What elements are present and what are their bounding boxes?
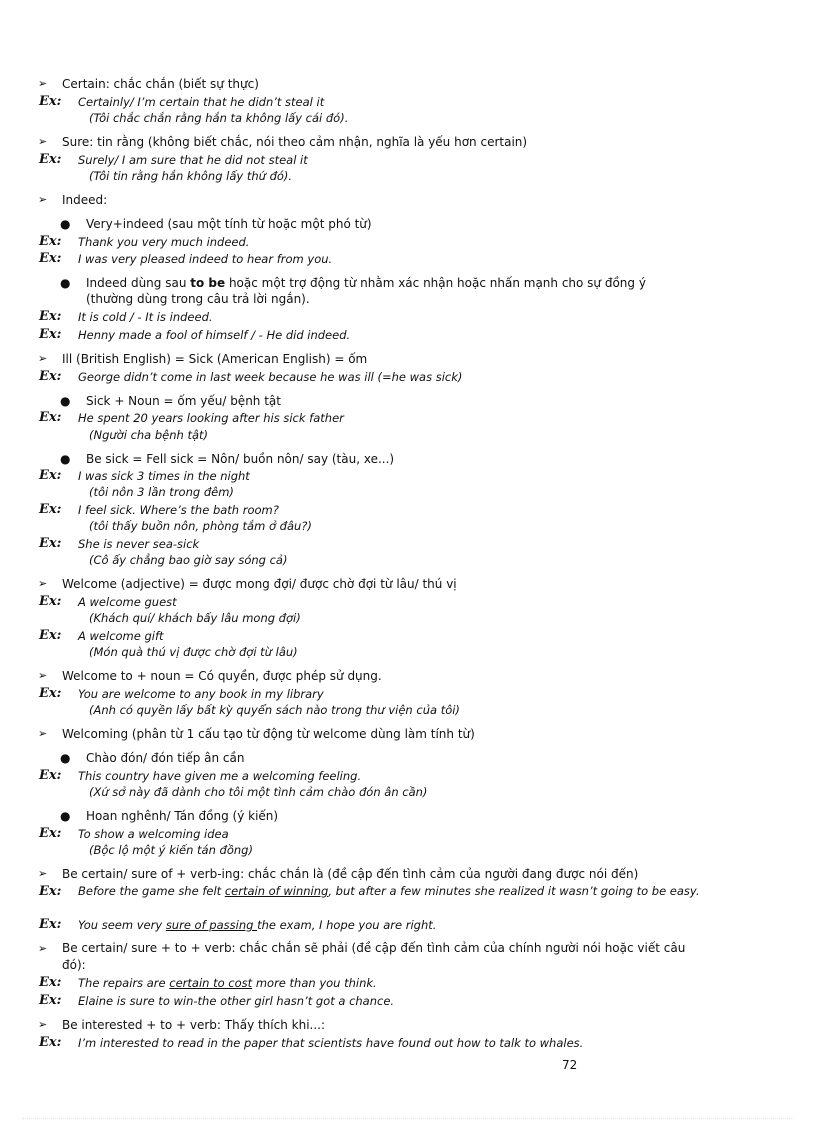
- example-text: A welcome guest: [78, 595, 177, 609]
- entry-heading: Indeed:: [62, 193, 108, 207]
- example-text: I’m interested to read in the paper that scientists have found out how to talk to whales.: [78, 1036, 584, 1050]
- arrow-bullet-icon: ➢: [38, 135, 48, 148]
- entry-heading: Ill (British English) = Sick (American English) = ốm: [62, 352, 368, 366]
- ex-label: Ex:: [39, 1035, 62, 1050]
- example-text: Elaine is sure to win-the other girl hasn’t got a chance.: [78, 994, 395, 1008]
- example-text-pre: You seem very: [78, 918, 166, 932]
- arrow-bullet-icon: ➢: [38, 669, 48, 682]
- ex-label: Ex:: [39, 94, 62, 109]
- arrow-bullet-icon: ➢: [38, 577, 48, 590]
- bullet-text: Sick + Noun = ốm yếu/ bệnh tật: [86, 394, 281, 408]
- translation-text: (tôi nôn 3 lần trong đêm): [89, 485, 234, 499]
- translation-text: (Tôi chắc chắn rằng hắn ta không lấy cái đó).: [89, 111, 349, 125]
- ex-label: Ex:: [39, 152, 62, 167]
- arrow-bullet-icon: ➢: [38, 193, 48, 206]
- underlined-phrase: certain to cost: [169, 976, 253, 990]
- example-text-pre: The repairs are: [78, 976, 170, 990]
- bullet-text: Be sick = Fell sick = Nôn/ buồn nôn/ say (tàu, xe...): [86, 452, 395, 466]
- example-text: I feel sick. Where’s the bath room?: [78, 503, 279, 517]
- underlined-phrase: certain of winning: [224, 884, 329, 898]
- example-text: To show a welcoming idea: [78, 827, 229, 841]
- ex-label: Ex:: [39, 686, 62, 701]
- bullet-dot-icon: ●: [60, 394, 71, 408]
- entry-heading: Welcoming (phân từ 1 cấu tạo từ động từ welcome dùng làm tính từ): [62, 727, 475, 741]
- bullet-dot-icon: ●: [60, 452, 71, 466]
- example-text-post: , but after a few minutes she realized it wasn’t going to be easy.: [328, 884, 700, 898]
- ex-label: Ex:: [39, 309, 62, 324]
- translation-text: (Bộc lộ một ý kiến tán đồng): [89, 843, 253, 857]
- entry-heading: Welcome (adjective) = được mong đợi/ được chờ đợi từ lâu/ thú vị: [62, 577, 457, 591]
- ex-label: Ex:: [39, 327, 62, 342]
- example-text-pre: Before the game she felt: [78, 884, 225, 898]
- example-text: I was sick 3 times in the night: [78, 469, 250, 483]
- bullet-text: Hoan nghênh/ Tán đồng (ý kiến): [86, 809, 279, 823]
- bullet-text-post: hoặc một trợ động từ nhằm xác nhận hoặc nhấn mạnh cho sự đồng ý: [225, 276, 646, 290]
- ex-label: Ex:: [39, 768, 62, 783]
- example-text-post: the exam, I hope you are right.: [257, 918, 437, 932]
- example-text: A welcome gift: [78, 629, 164, 643]
- example-text: George didn’t come in last week because he was ill (=he was sick): [78, 370, 463, 384]
- ex-label: Ex:: [39, 468, 62, 483]
- bullet-dot-icon: ●: [60, 276, 71, 290]
- translation-text: (tôi thấy buồn nôn, phòng tắm ở đâu?): [89, 519, 312, 533]
- entry-heading: Sure: tin rằng (không biết chắc, nói theo cảm nhận, nghĩa là yếu hơn certain): [62, 135, 528, 149]
- arrow-bullet-icon: ➢: [38, 942, 48, 955]
- ex-label: Ex:: [39, 251, 62, 266]
- bullet-text: (thường dùng trong câu trả lời ngắn).: [86, 292, 310, 306]
- translation-text: (Khách quí/ khách bấy lâu mong đợi): [89, 611, 301, 625]
- arrow-bullet-icon: ➢: [38, 77, 48, 90]
- ex-label: Ex:: [39, 628, 62, 643]
- example-text: Henny made a fool of himself / - He did indeed.: [78, 328, 351, 342]
- bullet-dot-icon: ●: [60, 809, 71, 823]
- example-text: It is cold / - It is indeed.: [78, 310, 213, 324]
- translation-text: (Người cha bệnh tật): [89, 428, 209, 442]
- example-text: Certainly/ I’m certain that he didn’t steal it: [78, 95, 325, 109]
- ex-label: Ex:: [39, 594, 62, 609]
- example-text: Surely/ I am sure that he did not steal it: [78, 153, 308, 167]
- arrow-bullet-icon: ➢: [38, 352, 48, 365]
- bullet-text-pre: Indeed dùng sau: [86, 276, 191, 290]
- translation-text: (Xứ sở này đã dành cho tôi một tình cảm chào đón ân cần): [89, 785, 428, 799]
- footer-divider: [22, 1118, 794, 1119]
- example-text-post: more than you think.: [252, 976, 377, 990]
- example-text: [78, 974, 377, 992]
- arrow-bullet-icon: ➢: [38, 867, 48, 880]
- bullet-text: Chào đón/ đón tiếp ân cần: [86, 751, 245, 765]
- translation-text: (Tôi tin rằng hắn không lấy thứ đó).: [89, 169, 293, 183]
- ex-label: Ex:: [39, 234, 62, 249]
- translation-text: (Cô ấy chẳng bao giờ say sóng cả): [89, 553, 288, 567]
- ex-label: Ex:: [39, 993, 62, 1008]
- example-text: She is never sea-sick: [78, 537, 200, 551]
- example-text: I was very pleased indeed to hear from you.: [78, 252, 333, 266]
- entry-heading: Be certain/ sure of + verb-ing: chắc chắn là (đề cập đến tình cảm của người đang được nói đến): [62, 867, 639, 881]
- example-text: He spent 20 years looking after his sick father: [78, 411, 344, 425]
- bold-term: to be: [190, 276, 226, 290]
- translation-text: (Anh có quyền lấy bất kỳ quyển sách nào trong thư viện của tôi): [89, 703, 460, 717]
- ex-label: Ex:: [39, 917, 62, 932]
- example-text: [78, 883, 700, 900]
- page-number: 72: [562, 1058, 578, 1072]
- ex-label: Ex:: [39, 369, 62, 384]
- ex-label: Ex:: [39, 826, 62, 841]
- ex-label: Ex:: [39, 502, 62, 517]
- ex-label: Ex:: [39, 884, 62, 899]
- entry-heading: Be certain/ sure + to + verb: chắc chắn sẽ phải (đề cập đến tình cảm của chính người nói hoặc viết câu đó):: [62, 941, 686, 972]
- entry-heading: Be interested + to + verb: Thấy thích khi...:: [62, 1018, 326, 1032]
- bullet-dot-icon: ●: [60, 217, 71, 231]
- arrow-bullet-icon: ➢: [38, 1018, 48, 1031]
- ex-label: Ex:: [39, 536, 62, 551]
- example-text: You are welcome to any book in my library: [78, 687, 324, 701]
- arrow-bullet-icon: ➢: [38, 727, 48, 740]
- example-text: [78, 916, 436, 934]
- bullet-text: Very+indeed (sau một tính từ hoặc một phó từ): [86, 217, 372, 231]
- ex-label: Ex:: [39, 410, 62, 425]
- example-text: Thank you very much indeed.: [78, 235, 250, 249]
- entry-heading: Certain: chắc chắn (biết sự thực): [62, 77, 259, 91]
- bullet-dot-icon: ●: [60, 751, 71, 765]
- translation-text: (Món quà thú vị được chờ đợi từ lâu): [89, 645, 298, 659]
- underlined-phrase: sure of passing: [165, 918, 258, 932]
- entry-heading: Welcome to + noun = Có quyền, được phép sử dụng.: [62, 669, 382, 683]
- ex-label: Ex:: [39, 975, 62, 990]
- example-text: This country have given me a welcoming feeling.: [78, 769, 362, 783]
